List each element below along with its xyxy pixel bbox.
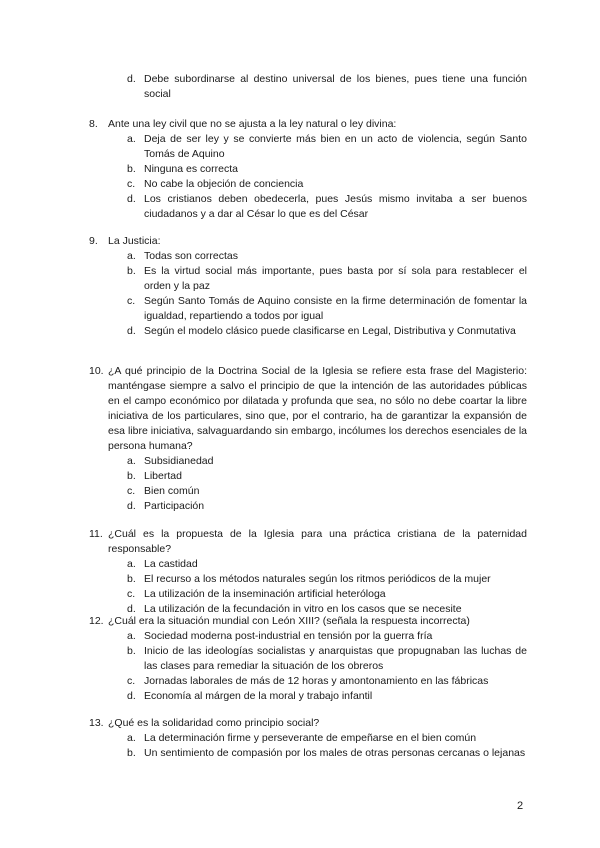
option-item (89, 324, 527, 339)
option-letter: d. (127, 500, 136, 512)
carry-over-block (89, 72, 527, 102)
option-item (89, 674, 527, 689)
option-item (89, 572, 527, 587)
option-item (89, 294, 527, 324)
option-item (89, 249, 527, 264)
option-text: Debe subordinarse al destino universal de los bienes, pues tiene una función social (144, 73, 527, 100)
option-item (89, 192, 527, 222)
question-number: 9. (89, 235, 98, 247)
option-letter: b. (127, 573, 136, 585)
option-text: Todas son correctas (144, 250, 238, 262)
option-letter: a. (127, 732, 136, 744)
question-text (89, 234, 527, 249)
option-item (89, 731, 527, 746)
option-letter: c. (127, 588, 136, 600)
option-letter: a. (127, 630, 136, 642)
option-letter: d. (127, 690, 136, 702)
option-text: Los cristianos deben obedecerla, pues Jesús mismo invitaba a ser buenos ciudadanos y a dar al César lo que es del César (144, 193, 527, 220)
option-item (89, 557, 527, 572)
option-text: Subsidianedad (144, 455, 214, 467)
question-prompt: La Justicia: (108, 235, 161, 247)
option-text: Libertad (144, 470, 182, 482)
option-letter: d. (127, 193, 136, 205)
option-text: Ninguna es correcta (144, 163, 238, 175)
question-number: 10. (89, 365, 104, 377)
option-item (89, 499, 527, 514)
question-text (89, 364, 527, 454)
option-text: Un sentimiento de compasión por los males de otras personas cercanas o lejanas (144, 747, 526, 759)
option-text: La determinación firme y perseverante de empeñarse en el bien común (144, 732, 477, 744)
option-text: Economía al márgen de la moral y trabajo infantil (144, 690, 373, 702)
option-letter: d. (127, 603, 136, 615)
option-letter: a. (127, 455, 136, 467)
option-text: Según el modelo clásico puede clasificarse en Legal, Distributiva y Conmutativa (144, 325, 516, 337)
option-item (89, 132, 527, 162)
question-prompt: ¿Qué es la solidaridad como principio social? (108, 717, 320, 729)
question-number: 11. (89, 528, 103, 540)
option-text: La utilización de la fecundación in vitro en los casos que se necesite (144, 603, 462, 615)
option-item (89, 162, 527, 177)
question-text (89, 614, 527, 629)
question-prompt: ¿A qué principio de la Doctrina Social de la Iglesia se refiere esta frase del Magisterio: manténgase siempre a salvo el principio de que la intención de las autoridades públicas en el campo económico por dilatada y profunda que sea, no sólo no debe coartar la libre iniciativa de los particulares, sino que, por el contrario, ha de garantizar la expansión de esa libre iniciativa, salvaguardando sin embargo, incólumes los derechos esenciales de la persona humana? (108, 365, 527, 452)
option-item (89, 484, 527, 499)
question-prompt: ¿Cuál es la propuesta de la Iglesia para una práctica cristiana de la paternidad responsable? (108, 528, 527, 555)
page-number: 2 (517, 800, 524, 812)
option-letter: c. (127, 178, 136, 190)
option-text: No cabe la objeción de conciencia (144, 178, 304, 190)
option-item (89, 264, 527, 294)
option-item (89, 469, 527, 484)
question-text (89, 527, 527, 557)
option-letter: a. (127, 133, 136, 145)
question-8 (89, 117, 527, 222)
question-number: 13. (89, 717, 104, 729)
option-letter: b. (127, 163, 136, 175)
option-letter: c. (127, 675, 136, 687)
option-text: La utilización de la inseminación artificial heteróloga (144, 588, 386, 600)
option-text: Según Santo Tomás de Aquino consiste en la firme determinación de fomentar la igualdad, repartiendo a todos por igual (144, 295, 527, 322)
question-text (89, 117, 527, 132)
option-letter: d. (127, 73, 136, 85)
option-text: Sociedad moderna post-industrial en tensión por la guerra fría (144, 630, 433, 642)
question-9 (89, 234, 527, 339)
question-number: 8. (89, 118, 98, 130)
option-letter: b. (127, 747, 136, 759)
option-text: Jornadas laborales de más de 12 horas y amontonamiento en las fábricas (144, 675, 489, 687)
option-letter: a. (127, 250, 136, 262)
option-letter: b. (127, 470, 136, 482)
option-letter: c. (127, 295, 136, 307)
option-item (89, 587, 527, 602)
option-item (89, 177, 527, 192)
option-letter: c. (127, 485, 136, 497)
option-letter: d. (127, 325, 136, 337)
option-text: Inicio de las ideologías socialistas y anarquistas que propugnaban las luchas de las clases para remediar la situación de los obreros (144, 645, 527, 672)
option-letter: b. (127, 645, 136, 657)
option-item (89, 746, 527, 761)
option-text: La castidad (144, 558, 198, 570)
question-10 (89, 364, 527, 514)
option-item (89, 644, 527, 674)
option-item (89, 629, 527, 644)
option-item (89, 689, 527, 704)
option-text: Deja de ser ley y se convierte más bien en un acto de violencia, según Santo Tomás de Aquino (144, 133, 527, 160)
question-prompt: Ante una ley civil que no se ajusta a la ley natural o ley divina: (108, 118, 397, 130)
question-13 (89, 716, 527, 761)
option-text: El recurso a los métodos naturales según los ritmos periódicos de la mujer (144, 573, 491, 585)
option-text: Participación (144, 500, 205, 512)
question-number: 12. (89, 615, 104, 627)
question-12 (89, 614, 527, 704)
option-text: Bien común (144, 485, 200, 497)
question-text (89, 716, 527, 731)
option-item (89, 72, 527, 102)
option-text: Es la virtud social más importante, pues basta por sí sola para restablecer el orden y la paz (144, 265, 527, 292)
question-11 (89, 527, 527, 617)
option-letter: a. (127, 558, 136, 570)
option-letter: b. (127, 265, 136, 277)
option-item (89, 454, 527, 469)
question-prompt: ¿Cuál era la situación mundial con León XIII? (señala la respuesta incorrecta) (108, 615, 470, 627)
